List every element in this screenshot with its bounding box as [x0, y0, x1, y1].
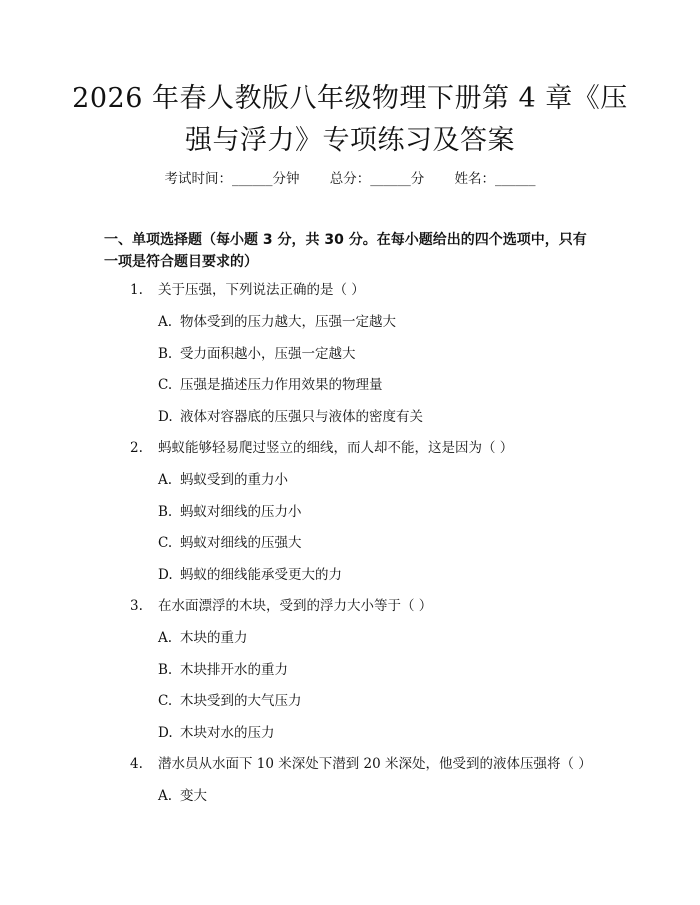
option-letter: C.	[158, 535, 173, 551]
option-text: 变大	[180, 788, 207, 804]
question-stem: 关于压强，下列说法正确的是（ ）	[158, 282, 365, 298]
question-number: 2.	[130, 440, 143, 456]
option-letter: C.	[158, 693, 173, 709]
question-stem: 蚂蚁能够轻易爬过竖立的细线，而人却不能，这是因为（ ）	[158, 440, 514, 456]
question-item	[0, 754, 700, 786]
option-letter: A.	[158, 314, 173, 330]
option-letter: D.	[158, 724, 173, 741]
document-title: 2026 年春人教版八年级物理下册第 4 章《压强与浮力》专项练习及答案	[72, 83, 628, 156]
exam-time-field: 考试时间：______分钟	[164, 171, 300, 187]
option-letter: B.	[158, 661, 173, 678]
option-text: 蚂蚁对细线的压力小	[180, 503, 302, 520]
answer-option	[0, 344, 700, 376]
answer-option	[0, 470, 700, 502]
answer-option	[0, 533, 700, 565]
question-number: 1.	[130, 282, 143, 298]
option-letter: A.	[158, 630, 173, 646]
question-item	[0, 438, 700, 470]
answer-option	[0, 786, 700, 818]
question-item	[0, 596, 700, 628]
option-text: 木块的重力	[180, 630, 248, 646]
option-text: 蚂蚁对细线的压强大	[180, 535, 302, 551]
answer-option	[0, 691, 700, 723]
question-number: 4.	[130, 756, 143, 772]
option-letter: C.	[158, 377, 173, 393]
question-item	[0, 280, 700, 312]
option-text: 液体对容器底的压强只与液体的密度有关	[180, 408, 423, 425]
option-letter: D.	[158, 566, 173, 583]
exam-info-line	[0, 170, 700, 188]
answer-option	[0, 723, 700, 755]
option-text: 木块排开水的重力	[180, 661, 288, 678]
option-letter: A.	[158, 788, 173, 804]
option-letter: B.	[158, 503, 173, 520]
option-letter: A.	[158, 472, 173, 488]
question-number: 3.	[130, 598, 143, 614]
question-list	[0, 280, 700, 818]
answer-option	[0, 565, 700, 597]
option-letter: B.	[158, 345, 173, 362]
total-score-field: 总分：______分	[329, 171, 425, 187]
option-text: 蚂蚁的细线能承受更大的力	[180, 566, 342, 583]
section-heading: 一、单项选择题（每小题 3 分，共 30 分。在每小题给出的四个选项中，只有一项是符合题目要求的）	[104, 232, 587, 270]
answer-option	[0, 312, 700, 344]
answer-option	[0, 375, 700, 407]
answer-option	[0, 628, 700, 660]
answer-option	[0, 407, 700, 439]
option-text: 木块对水的压力	[180, 724, 275, 741]
option-text: 木块受到的大气压力	[180, 693, 302, 709]
option-text: 压强是描述压力作用效果的物理量	[180, 377, 383, 393]
option-text: 受力面积越小，压强一定越大	[180, 345, 356, 362]
answer-option	[0, 660, 700, 692]
option-text: 蚂蚁受到的重力小	[180, 472, 288, 488]
option-letter: D.	[158, 408, 173, 425]
answer-option	[0, 502, 700, 534]
name-field: 姓名：______	[454, 171, 536, 187]
question-stem: 在水面漂浮的木块，受到的浮力大小等于（ ）	[158, 598, 433, 614]
question-stem: 潜水员从水面下 10 米深处下潜到 20 米深处，他受到的液体压强将（ ）	[158, 756, 592, 772]
option-text: 物体受到的压力越大，压强一定越大	[180, 314, 396, 330]
